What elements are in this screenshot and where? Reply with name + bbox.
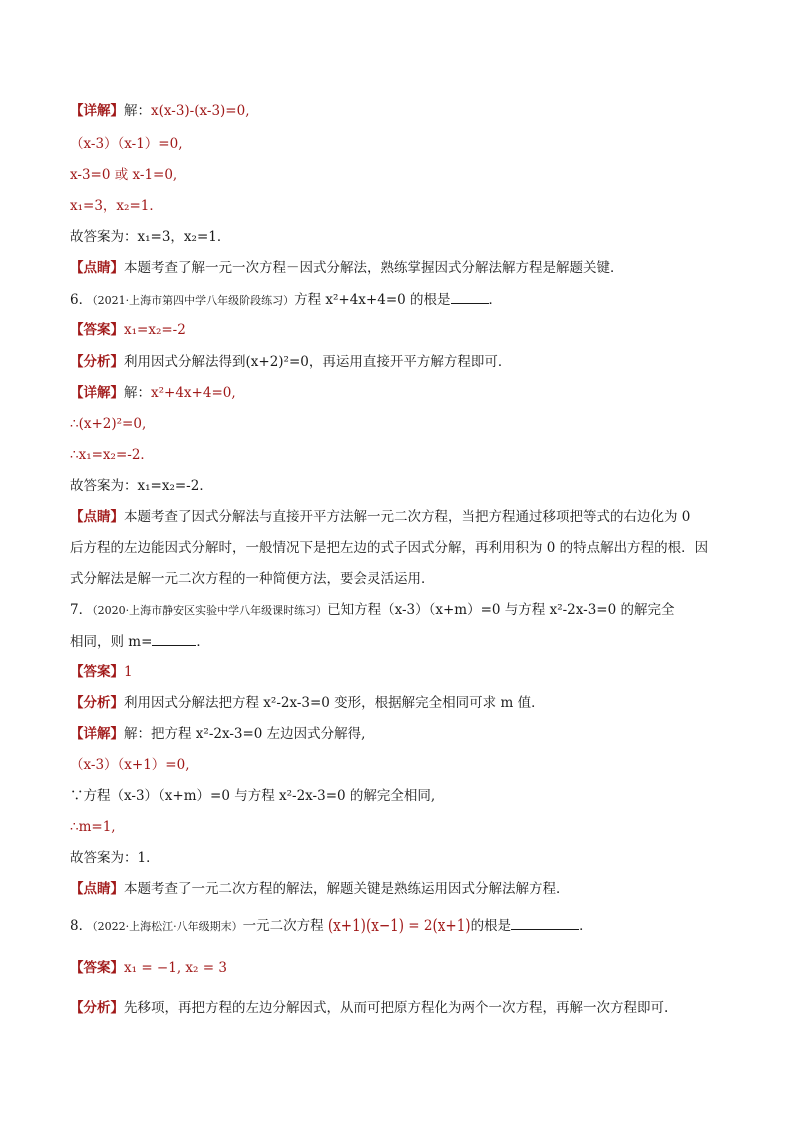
q7-analysis: 【分析】利用因式分解法把方程 x²-2x-3=0 变形，根据解完全相同可求 m 值．	[70, 695, 545, 711]
q7-comment: 【点睛】本题考查了一元二次方程的解法，解题关键是熟练运用因式分解法解方程．	[70, 881, 570, 897]
equation: (x+1)(x−1) = 2(x+1)	[327, 916, 471, 936]
q6-detail-line: 【详解】解：x²+4x+4=0,	[70, 385, 236, 401]
comment-tag: 【点睛】	[70, 260, 124, 276]
detail-tag: 【详解】	[70, 103, 124, 119]
q8-stem: 8．（2022·上海松江·八年级期末）一元二次方程 (x+1)(x−1) = 2(x+1)的根是 ．	[70, 916, 593, 936]
q6-stem: 6．（2021·上海市第四中学八年级阶段练习）方程 x²+4x+4=0 的根是 ．	[70, 289, 502, 311]
q7-detail-line: 【详解】解：把方程 x²-2x-3=0 左边因式分解得,	[70, 726, 366, 742]
q7-final-answer: 故答案为：1．	[70, 850, 160, 866]
q7-step-4: ∴m=1,	[70, 819, 116, 835]
analysis-tag: 【分析】	[70, 695, 124, 711]
q5-step-2: （x-3）（x-1）=0,	[70, 136, 183, 152]
equation: x(x-3)-(x-3)=0,	[151, 103, 250, 119]
q6-comment-3: 式分解法是解一元二次方程的一种简便方法，要会灵活运用．	[70, 571, 435, 587]
q6-comment-1: 【点睛】本题考查了因式分解法与直接开平方法解一元二次方程，当把方程通过移项把等式的右边化为 0	[70, 509, 691, 525]
answer-blank	[511, 915, 579, 930]
comment-tag: 【点睛】	[70, 881, 124, 897]
q7-stem-2: 相同，则 m= ．	[70, 631, 210, 652]
q8-answer: 【答案】x₁ = −1, x₂ = 3	[70, 960, 227, 976]
answer-tag: 【答案】	[70, 664, 124, 680]
detail-tag: 【详解】	[70, 385, 124, 401]
question-number: 8．	[70, 918, 93, 934]
q8-analysis: 【分析】先移项，再把方程的左边分解因式，从而可把原方程化为两个一次方程，再解一次方程即可.	[70, 1000, 669, 1016]
q5-step-4: x₁=3，x₂=1．	[70, 198, 163, 214]
q6-answer: 【答案】x₁=x₂=-2	[70, 322, 186, 338]
q5-final-answer: 故答案为：x₁=3，x₂=1．	[70, 229, 231, 245]
analysis-tag: 【分析】	[70, 354, 124, 370]
q7-stem-1: 7．（2020·上海市静安区实验中学八年级课时练习）已知方程（x-3）（x+m）=0 与方程 x²-2x-3=0 的解完全	[70, 602, 675, 618]
q5-detail-line: 【详解】解：x(x-3)-(x-3)=0,	[70, 103, 250, 119]
analysis-tag: 【分析】	[70, 1000, 124, 1016]
q5-comment: 【点睛】本题考查了解一元一次方程－因式分解法，熟练掌握因式分解法解方程是解题关键．	[70, 260, 624, 276]
question-source: （2020·上海市静安区实验中学八年级课时练习）	[92, 604, 328, 617]
q6-final-answer: 故答案为：x₁=x₂=-2．	[70, 478, 213, 494]
answer-blank	[451, 289, 489, 304]
q6-step-2: ∴(x+2)²=0,	[70, 416, 147, 432]
question-source: （2021·上海市第四中学八年级阶段练习）	[92, 294, 295, 307]
answer-tag: 【答案】	[70, 960, 124, 976]
answer-tag: 【答案】	[70, 322, 124, 338]
q6-comment-2: 后方程的左边能因式分解时，一般情况下是把左边的式子因式分解，再利用积为 0 的特点解出方程的根．因	[70, 540, 709, 556]
question-number: 7．	[70, 602, 93, 618]
q6-analysis: 【分析】利用因式分解法得到(x+2)²=0，再运用直接开平方解方程即可．	[70, 354, 512, 370]
q7-answer: 【答案】1	[70, 664, 133, 680]
detail-tag: 【详解】	[70, 726, 124, 742]
comment-tag: 【点睛】	[70, 509, 124, 525]
q7-step-2: （x-3）（x+1）=0,	[70, 757, 190, 773]
question-number: 6．	[70, 292, 93, 308]
question-source: （2022·上海松江·八年级期末）	[92, 920, 243, 933]
q5-step-3: x-3=0 或 x-1=0,	[70, 167, 178, 183]
q7-step-3: ∵方程（x-3）（x+m）=0 与方程 x²-2x-3=0 的解完全相同,	[70, 788, 436, 804]
q6-step-3: ∴x₁=x₂=-2．	[70, 447, 154, 463]
answer-blank	[152, 631, 196, 646]
